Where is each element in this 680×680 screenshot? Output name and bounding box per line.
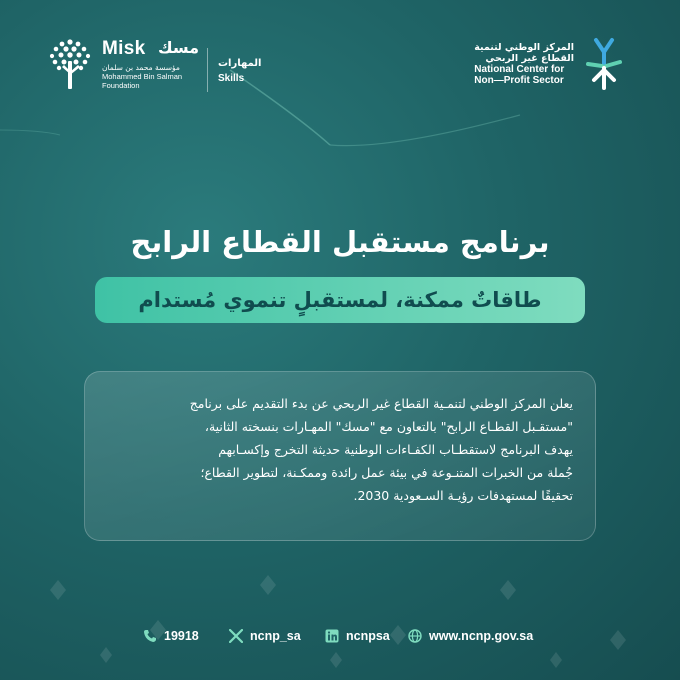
misk-name-en: Misk: [102, 38, 146, 59]
subtitle-text: طاقاتٌ ممكنة، لمستقبلٍ تنموي مُستدام: [138, 288, 542, 312]
misk-tree-icon: [46, 34, 94, 94]
linkedin-icon: [325, 629, 339, 643]
ncnp-name-en-1: National Center for: [474, 64, 565, 75]
misk-foundation-ar: مؤسسة محمد بن سلمان: [102, 63, 180, 72]
phone-icon: [143, 629, 157, 643]
announcement-line-5: تحقيقًا لمستهدفات رؤيـة السـعودية 2030.: [353, 488, 573, 503]
phone-number: 19918: [164, 629, 199, 643]
linkedin-handle: ncnpsa: [346, 629, 390, 643]
ncnp-name-ar-1: المركز الوطني لتنمية: [474, 42, 574, 53]
announcement-text: [107, 392, 573, 507]
ncnp-name-en-2: Non—Profit Sector: [474, 75, 564, 86]
misk-foundation-text: [102, 63, 212, 90]
ncnp-name-ar-2: القطاع غير الربحي: [485, 53, 574, 64]
subtitle-pill: [95, 277, 585, 323]
linkedin-contact[interactable]: [325, 625, 390, 647]
ncnp-logo: [424, 36, 624, 96]
ncnp-emblem-icon: [584, 36, 624, 92]
announcement-line-1: يعلن المركز الوطني لتنمـية القطاع غير الربحي عن بدء التقديم على برنامج: [189, 396, 573, 411]
skills-en: Skills: [218, 73, 245, 84]
website-url: www.ncnp.gov.sa: [429, 629, 534, 643]
logo-divider: [207, 48, 208, 92]
skills-ar: المهارات: [218, 58, 262, 69]
x-icon: [229, 629, 243, 643]
announcement-line-4: جُملة من الخبرات المتنـوعة في بيئة عمل رائدة وممكـنة، لتطوير القطاع؛: [200, 465, 573, 480]
background-pattern: [30, 560, 650, 670]
misk-foundation-en-2: Foundation: [102, 81, 140, 90]
page-title: برنامج مستقبل القطاع الرابح: [130, 225, 550, 259]
contact-footer: [0, 625, 680, 647]
misk-foundation-en-1: Mohammed Bin Salman: [102, 72, 183, 81]
phone-contact[interactable]: [143, 625, 199, 647]
misk-name-ar: مسك: [158, 38, 200, 57]
ncnp-name: [474, 42, 574, 86]
x-handle: ncnp_sa: [250, 629, 301, 643]
announcement-line-3: يهدف البرنامج لاستقطـاب الكفـاءات الوطنية حديثة التخرج وإكسـابهم: [218, 442, 573, 457]
globe-icon: [408, 629, 422, 643]
announcement-line-2: "مستقـبل القطـاع الرابح" بالتعاون مع "مسك" المهـارات بنسخته الثانية،: [204, 419, 573, 434]
skills-label: [218, 56, 261, 86]
website-contact[interactable]: [408, 625, 533, 647]
x-contact[interactable]: [229, 625, 301, 647]
announcement-card: [84, 371, 596, 541]
